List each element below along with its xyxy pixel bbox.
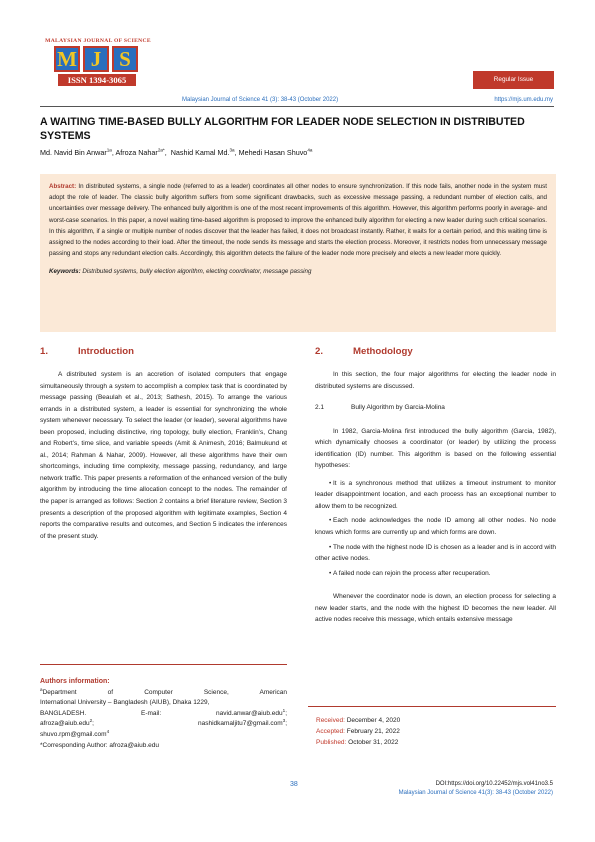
authors-info-divider [40,664,287,665]
author-name: Afroza Nahar [115,148,158,157]
logo-issn: ISSN 1394-3065 [58,74,136,86]
bullet-item [315,542,556,565]
subsection-number: 2.1 [315,404,325,412]
corresponding-author-text: Corresponding Author: afroza@aiub.edu [42,741,159,749]
email-mark: 3 [282,718,286,724]
author-affiliation-mark: 3a [229,147,235,153]
received-date [316,715,400,726]
bullet-icon: • [329,569,332,577]
subsection-heading [315,402,556,414]
bullet-icon: • [329,543,332,551]
section-title: Introduction [78,346,134,357]
author-affiliation-mark: 4a [307,147,313,153]
affiliation-mark: a [40,686,43,692]
footer-journal-reference: Malaysian Journal of Science 41(3): 38-43 (October 2022) [398,790,553,796]
author-affiliation-mark: 1a [106,147,112,153]
section-number: 1. [40,346,49,357]
bullet-icon: • [329,517,332,525]
email-mark: 2 [89,718,93,724]
author-list: Md. Navid Bin Anwar$^{1a}$, Afroza Nahar$^{2a*}$, Nashid Kamal Md.$^{3a}$, Mehedi Hasan Shuvo$^{4a}$ [40,147,313,157]
email-line [40,730,287,741]
methodology-intro: In this section, the four major algorithms for electing the leader node in distributed systems are discussed. [315,371,556,390]
header-journal-reference: Malaysian Journal of Science 41 (3): 38-43 (October 2022) [182,97,339,103]
bullet-item [315,478,556,513]
logo-letter-j: J [83,46,109,72]
email-mark: 4 [106,728,110,734]
author-affiliation-mark: 2a* [157,147,165,153]
published-label: Published: [316,739,347,746]
introduction-paragraph: A distributed system is an accretion of isolated computers that engage simultaneously through a system to accomplish a complex task that is coordinated by message passing (Beaulah et al., 2013; Sathesh, 2015). To arrange the various errands in a distributed system, a leader is essential for synchronizing the whole system whenever necessary. To select the leader (or leader), several algorithms have been proposed, including distinctive, ring topology, bully election, Franklin’s, Chang and Robert’s, time slice, and variable speeds (Amit & Animesh, 2016; Balmukund et al., 2014; Rahman & Nahar, 2009). However, all these algorithms have their own shortcomings, including time complexity, message passing, redundancy, and large network traffic. This paper presents a reformation of the enhanced version of the bully algorithm by introducing the time allocation concept to the nodes. The remainder of the paper is arranged as follows: Section 2 contains a brief literature review, Section 3 presents a description of the proposed algorithm with legitimate examples, Section 4 reports the comparative results and outcomes, and Section 5 indicates the inferences of the present study. [40,371,287,540]
section-heading-methodology [315,346,413,357]
keywords-label: Keywords: [49,268,81,276]
abstract-box [40,174,556,332]
bullet-text: Each node acknowledges the node ID among all other nodes. No node knows which forms are currently up and which forms are down. [315,517,556,537]
logo-letter-m: M [54,46,80,72]
received-value: December 4, 2020 [346,717,401,724]
abstract-label: Abstract: [49,183,77,190]
authors-info-title: Authors information: [40,678,110,685]
author-name: Md. Navid Bin Anwar [40,148,107,157]
paper-title: A WAITING TIME-BASED BULLY ALGORITHM FOR LEADER NODE SELECTION IN DISTRIBUTED SYSTEMS [40,116,525,142]
published-value: October 31, 2022 [348,739,399,746]
logo-journal-name: MALAYSIAN JOURNAL OF SCIENCE [45,38,151,44]
header-divider [40,106,554,107]
methodology-paragraph: Whenever the coordinator node is down, an election process for selecting a new leader starts, and the node with the highest ID becomes the new leader. All active nodes receive this message, which entails extensive message [315,593,556,624]
methodology-paragraph: In 1982, Garcia-Molina first introduced the bully algorithm (Garcia, 1982), which dynamically chooses a coordinator (or leader) by utilizing the process identification (ID) number. This algorithm is based on the following essential hypotheses: [315,427,556,470]
bullet-item [315,515,556,538]
logo-letter-s: S [112,46,138,72]
subsection-title: Bully Algorithm by Garcia-Molina [351,404,445,412]
keywords-list: Distributed systems, bully election algorithm, electing coordinator, message passing [82,268,312,276]
header-journal-url[interactable]: https://mjs.um.edu.my [494,97,553,103]
corresponding-author-line: *Corresponding Author: afroza@aiub.edu [40,741,159,749]
affiliation-line [40,688,287,699]
email-mark: 1 [282,707,286,713]
author-name: Nashid Kamal Md. [170,148,230,157]
bullet-item [315,568,556,580]
received-label: Received: [316,717,345,724]
bullet-text: The node with the highest node ID is chosen as a leader and is in accord with other active nodes. [315,543,556,563]
bullet-text: It is a synchronous method that utilizes a timeout instrument to monitor leader disappointment location, and each process has an exceptional number to allow them to be recognized. [315,479,556,510]
issue-type-badge: Regular Issue [473,71,554,89]
footer-doi[interactable]: DOI:https://doi.org/10.22452/mjs.vol41no3.5 [435,781,553,787]
publication-dates [316,715,400,748]
keywords [49,268,547,275]
accepted-date [316,726,400,737]
author-name: Mehedi Hasan Shuvo [238,148,308,157]
section-number: 2. [315,346,324,357]
affiliation-line: International University – Bangladesh (AIUB), Dhaka 1229, [40,699,210,707]
accepted-value: February 21, 2022 [346,728,400,735]
email-text: shuvo.rpm@gmail.com [40,730,107,738]
email-text: BANGLADESH. E-mail: navid.anwar@aiub.edu [40,709,283,717]
authors-information [40,677,287,751]
published-date [316,737,400,748]
logo-letters [54,46,156,72]
abstract-body: In distributed systems, a single node (referred to as a leader) coordinates all other nodes to ensure synchronization. If this node fails, another node in the system must adopt the role of leader. The classic bully algorithm suffers from some significant drawbacks, such as excessive message passing, a redundant number of election calls, and uncertainties over message delivery. The enhanced bully algorithm is one of the most recent improvements of this algorithm. However, this algorithm performs poorly in average- and worst-case scenarios. In this paper, a novel waiting time-based algorithm is proposed to improve the enhanced bully algorithm for electing a new leader during such critical scenarios. In this algorithm, if a single or multiple number of nodes discover that the leader has failed, it does not broadcast instantly. Rather, it waits for a certain period, and this waiting time is assigned to the nodes according to their load. After the timeout, the node sends its message and starts the election process. Moreover, it restricts nodes from unnecessary message passing and stops any redundant election calls. Accordingly, this algorithm detects the failure of the leader node more precisely and elects a new leader more quickly. [49,183,547,258]
abstract-text [49,181,547,259]
affiliation-text: Department of Computer Science, American [42,688,287,696]
section-heading-introduction [40,346,134,357]
bullet-text: A failed node can rejoin the process after recuperation. [333,569,491,577]
email-line: afroza@aiub.edu$^2$; nashidkamaljitu7@gmail.com$^3$; [40,718,287,728]
email-text: afroza@aiub.edu [40,720,90,728]
section-title: Methodology [353,346,413,357]
email-text: nashidkamaljitu7@gmail.com [197,720,283,728]
methodology-column [315,369,556,626]
introduction-column [40,369,287,542]
page-number: 38 [290,781,298,788]
journal-logo [40,38,156,94]
dates-divider [308,706,556,707]
bullet-icon: • [329,479,332,487]
accepted-label: Accepted: [316,728,345,735]
email-line: BANGLADESH. E-mail: navid.anwar@aiub.edu$^1$; [40,707,287,717]
